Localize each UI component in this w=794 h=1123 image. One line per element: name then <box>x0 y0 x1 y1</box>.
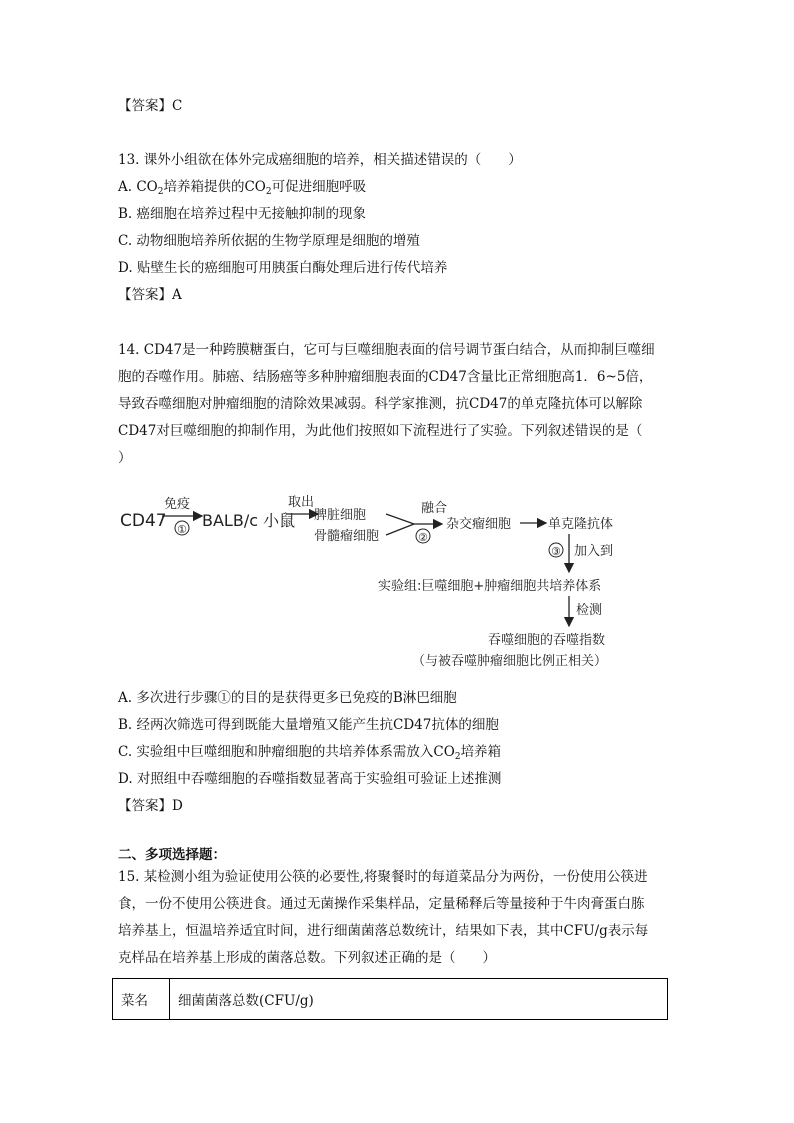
q14-option-c <box>118 743 501 766</box>
detect-label: 检测 <box>576 603 603 618</box>
q13-a-sub1: 2 <box>157 187 164 197</box>
experiment-group-label: 实验组:巨噬细胞+肿瘤细胞共培养体系 <box>378 579 602 594</box>
step3-label: ③ <box>551 545 561 558</box>
q14-stem-line-5: ） <box>118 450 132 466</box>
q13-option-b: B. 癌细胞在培养过程中无接触抑制的现象 <box>118 206 367 222</box>
q13-option-d: D. 贴壁生长的癌细胞可用胰蛋白酶处理后进行传代培养 <box>118 260 448 276</box>
q13-a-part1: A. CO <box>118 179 158 195</box>
table-header-colony-count: 细菌菌落总数(CFU/g) <box>170 979 668 1020</box>
q14-c-sub: 2 <box>454 752 461 762</box>
step2-label: ② <box>418 531 428 544</box>
step1-label: ① <box>177 523 187 536</box>
q13-a-part2: 培养箱提供的CO <box>163 179 266 195</box>
q14-c-part2: 培养箱 <box>460 744 502 760</box>
q13-a-part3: 可促进细胞呼吸 <box>271 179 367 195</box>
q15-stem-line-1: 15. 某检测小组为验证使用公筷的必要性,将聚餐时的每道菜品分为两份，一份使用公筷进 <box>118 869 648 885</box>
answer-14: 【答案】D <box>118 798 183 814</box>
q14-stem-line-1: 14. CD47是一种跨膜糖蛋白，它可与巨噬细胞表面的信号调节蛋白结合，从而抑制巨噬细 <box>118 342 655 358</box>
q13-a-sub2: 2 <box>265 187 272 197</box>
immunize-label: 免疫 <box>164 497 191 512</box>
q13-option-c: C. 动物细胞培养所依据的生物学原理是细胞的增殖 <box>118 233 420 249</box>
q14-option-d: D. 对照组中吞噬细胞的吞噬指数显著高于实验组可验证上述推测 <box>118 771 502 787</box>
table-header-dish-name: 菜名 <box>113 979 170 1020</box>
q15-stem-line-4: 克样品在培养基上形成的菌落总数。下列叙述正确的是（ ） <box>118 950 496 966</box>
section-heading-multiple-choice: 二、多项选择题： <box>118 847 226 863</box>
merge-line-top <box>386 514 414 524</box>
experiment-flow-diagram <box>118 488 678 678</box>
answer-13: 【答案】A <box>118 287 182 303</box>
spleen-cell-label: 脾脏细胞 <box>314 508 367 523</box>
q13-stem: 13. 课外小组欲在体外完成癌细胞的培养，相关描述错误的（ ） <box>118 152 522 168</box>
mouse-label: BALB/c 小鼠 <box>202 511 296 530</box>
q13-option-a <box>118 178 366 201</box>
table-header-row <box>113 979 668 1020</box>
q14-option-a: A. 多次进行步骤①的目的是获得更多已免疫的B淋巴细胞 <box>118 690 457 706</box>
fuse-label: 融合 <box>421 501 448 516</box>
hybridoma-label: 杂交瘤细胞 <box>446 517 512 532</box>
mab-label: 单克隆抗体 <box>548 517 614 532</box>
merge-line-bottom <box>386 524 414 535</box>
bacteria-count-table <box>112 978 668 1020</box>
phagocytic-index-label: 吞噬细胞的吞噬指数 <box>488 633 606 648</box>
q14-c-part1: C. 实验组中巨噬细胞和肿瘤细胞的共培养体系需放入CO <box>118 744 455 760</box>
q14-stem-line-3: 导致吞噬细胞对肿瘤细胞的清除效果减弱。科学家推测，抗CD47的单克隆抗体可以解除 <box>118 396 643 412</box>
index-note-label: （与被吞噬肿瘤细胞比例正相关） <box>412 654 608 669</box>
q15-stem-line-2: 食，一份不使用公筷进食。通过无菌操作采集样品，定量稀释后等量接种于牛肉膏蛋白胨 <box>118 896 645 912</box>
take-out-label: 取出 <box>288 495 315 510</box>
q14-stem-line-4: CD47对巨噬细胞的抑制作用，为此他们按照如下流程进行了实验。下列叙述错误的是（ <box>118 423 643 439</box>
add-to-label: 加入到 <box>574 544 614 559</box>
q14-stem-line-2: 胞的吞噬作用。肺癌、结肠癌等多种肿瘤细胞表面的CD47含量比正常细胞高1．6~5倍， <box>118 369 653 385</box>
q15-stem-line-3: 培养基上，恒温培养适宜时间，进行细菌菌落总数统计，结果如下表，其中CFU/g表示每 <box>118 923 649 939</box>
answer-12: 【答案】C <box>118 98 183 114</box>
q14-option-b: B. 经两次筛选可得到既能大量增殖又能产生抗CD47抗体的细胞 <box>118 717 499 733</box>
cd47-label: CD47 <box>120 511 167 531</box>
myeloma-cell-label: 骨髓瘤细胞 <box>314 529 380 544</box>
